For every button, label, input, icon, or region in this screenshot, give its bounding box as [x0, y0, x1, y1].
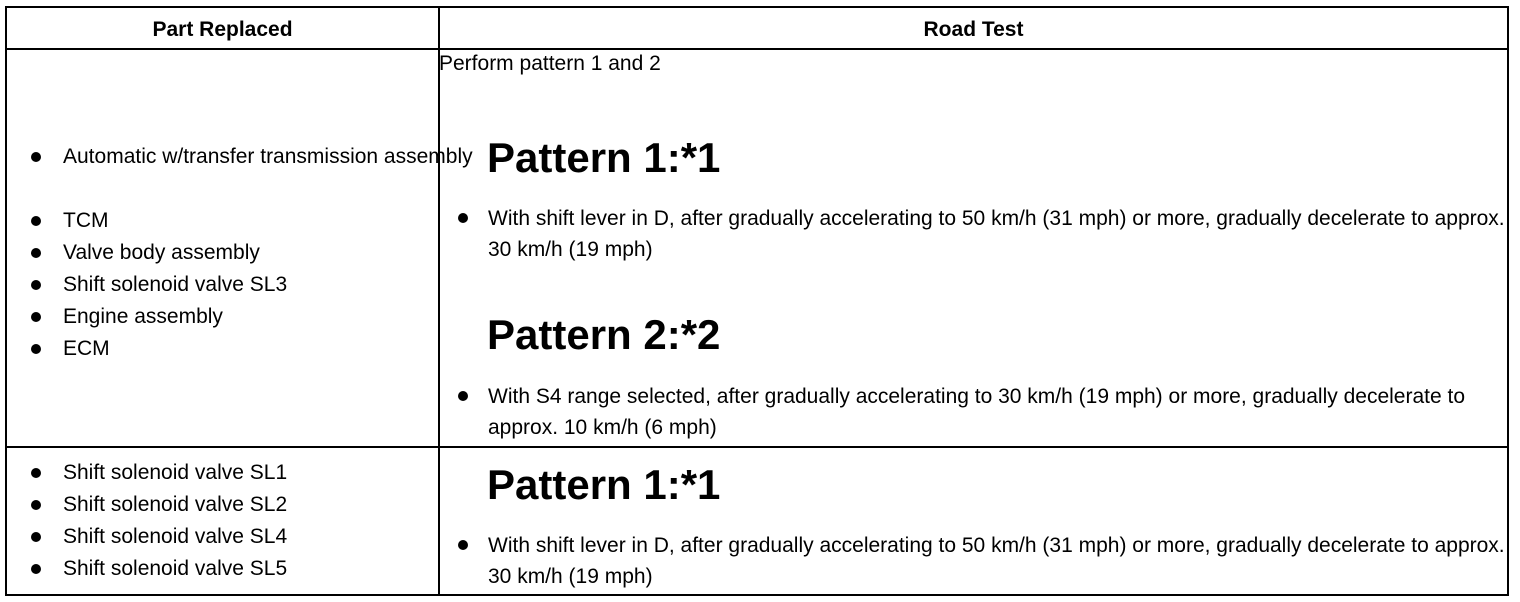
parts-list-row-2	[7, 457, 287, 585]
bullet-icon	[31, 344, 41, 354]
header-road-test: Road Test	[923, 18, 1024, 41]
pattern-title: Pattern 1:*1	[487, 461, 721, 508]
list-item	[7, 489, 287, 521]
pattern-step-text: With S4 range selected, after gradually accelerating to 30 km/h (19 mph) or more, gradually decelerate to approx. 10 km/h (6 mph)	[488, 385, 1466, 439]
list-item	[7, 141, 473, 205]
part-name: Automatic w/transfer transmission assembly	[63, 145, 473, 168]
part-name: Shift solenoid valve SL1	[63, 461, 288, 484]
bullet-icon	[31, 532, 41, 542]
bullet-icon	[31, 216, 41, 226]
part-name: Shift solenoid valve SL2	[63, 493, 288, 516]
list-item	[7, 333, 473, 365]
pattern-title: Pattern 2:*2	[487, 311, 721, 358]
pattern-title: Pattern 1:*1	[487, 134, 721, 181]
part-name: Valve body assembly	[63, 241, 260, 264]
list-item	[7, 521, 287, 553]
parts-list-row-1	[7, 141, 473, 365]
header-divider	[7, 48, 1507, 50]
bullet-icon	[31, 248, 41, 258]
list-item	[7, 205, 473, 237]
bullet-icon	[458, 213, 468, 223]
bullet-icon	[31, 280, 41, 290]
bullet-icon	[458, 540, 468, 550]
road-test-table	[5, 6, 1509, 596]
list-item	[7, 301, 473, 333]
header-part-replaced: Part Replaced	[152, 18, 293, 41]
list-item	[7, 553, 287, 585]
part-name: Shift solenoid valve SL3	[63, 273, 288, 296]
part-name: Engine assembly	[63, 305, 223, 328]
pattern-step	[456, 381, 1518, 443]
pattern-step	[456, 203, 1518, 265]
bullet-icon	[31, 468, 41, 478]
list-item	[7, 457, 287, 489]
list-item	[7, 237, 473, 269]
row-divider	[7, 446, 1507, 448]
bullet-icon	[31, 500, 41, 510]
part-name: Shift solenoid valve SL4	[63, 525, 288, 548]
bullet-icon	[458, 391, 468, 401]
bullet-icon	[31, 152, 41, 162]
pattern-step-text: With shift lever in D, after gradually accelerating to 50 km/h (31 mph) or more, gradually decelerate to approx. 30 km/h (19 mph)	[488, 534, 1505, 588]
list-item	[7, 269, 473, 301]
bullet-icon	[31, 312, 41, 322]
road-test-intro: Perform pattern 1 and 2	[439, 52, 661, 75]
part-name: ECM	[63, 337, 110, 360]
part-name: TCM	[63, 209, 109, 232]
pattern-step-text: With shift lever in D, after gradually accelerating to 50 km/h (31 mph) or more, gradually decelerate to approx. 30 km/h (19 mph)	[488, 207, 1505, 261]
part-name: Shift solenoid valve SL5	[63, 557, 288, 580]
pattern-step	[456, 530, 1518, 592]
bullet-icon	[31, 564, 41, 574]
